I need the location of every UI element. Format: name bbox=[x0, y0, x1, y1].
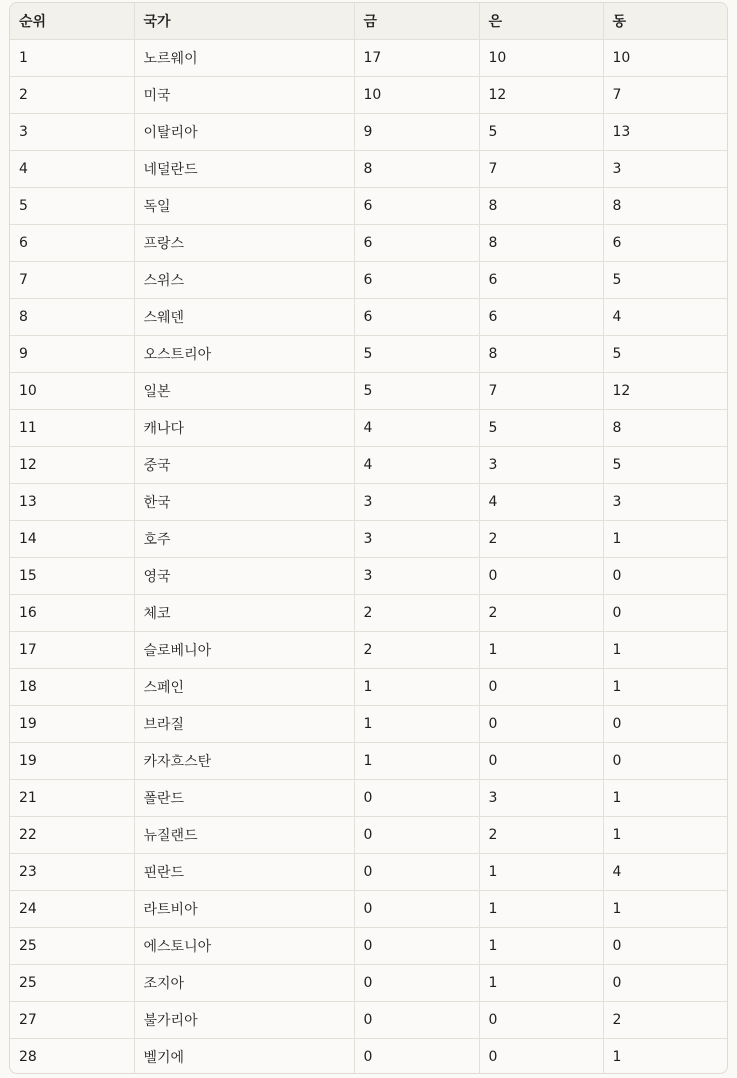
cell-gold: 10 bbox=[354, 76, 479, 113]
table-row bbox=[10, 816, 728, 853]
cell-country: 에스토니아 bbox=[134, 927, 354, 964]
cell-bronze: 4 bbox=[603, 853, 728, 890]
cell-bronze: 1 bbox=[603, 520, 728, 557]
cell-bronze: 1 bbox=[603, 668, 728, 705]
cell-gold: 5 bbox=[354, 372, 479, 409]
cell-gold: 4 bbox=[354, 409, 479, 446]
cell-country: 스페인 bbox=[134, 668, 354, 705]
cell-bronze: 8 bbox=[603, 187, 728, 224]
cell-country: 프랑스 bbox=[134, 224, 354, 261]
table-row bbox=[10, 372, 728, 409]
cell-country: 슬로베니아 bbox=[134, 631, 354, 668]
header-country: 국가 bbox=[134, 3, 354, 39]
cell-rank: 9 bbox=[10, 335, 134, 372]
cell-bronze: 0 bbox=[603, 557, 728, 594]
table-row bbox=[10, 76, 728, 113]
cell-silver: 1 bbox=[479, 890, 603, 927]
cell-country: 브라질 bbox=[134, 705, 354, 742]
cell-silver: 0 bbox=[479, 1001, 603, 1038]
cell-rank: 17 bbox=[10, 631, 134, 668]
cell-rank: 25 bbox=[10, 927, 134, 964]
cell-country: 체코 bbox=[134, 594, 354, 631]
cell-rank: 1 bbox=[10, 39, 134, 76]
cell-country: 미국 bbox=[134, 76, 354, 113]
cell-rank: 14 bbox=[10, 520, 134, 557]
cell-country: 중국 bbox=[134, 446, 354, 483]
cell-country: 네덜란드 bbox=[134, 150, 354, 187]
cell-bronze: 7 bbox=[603, 76, 728, 113]
cell-gold: 9 bbox=[354, 113, 479, 150]
cell-country: 영국 bbox=[134, 557, 354, 594]
cell-country: 한국 bbox=[134, 483, 354, 520]
table-row bbox=[10, 964, 728, 1001]
cell-silver: 6 bbox=[479, 298, 603, 335]
cell-bronze: 1 bbox=[603, 816, 728, 853]
cell-silver: 4 bbox=[479, 483, 603, 520]
cell-gold: 3 bbox=[354, 557, 479, 594]
cell-silver: 7 bbox=[479, 150, 603, 187]
cell-gold: 0 bbox=[354, 1038, 479, 1074]
table-row bbox=[10, 446, 728, 483]
cell-bronze: 3 bbox=[603, 150, 728, 187]
cell-gold: 0 bbox=[354, 890, 479, 927]
header-row bbox=[10, 3, 728, 39]
cell-country: 호주 bbox=[134, 520, 354, 557]
cell-rank: 5 bbox=[10, 187, 134, 224]
cell-rank: 22 bbox=[10, 816, 134, 853]
cell-bronze: 8 bbox=[603, 409, 728, 446]
cell-country: 스위스 bbox=[134, 261, 354, 298]
cell-gold: 8 bbox=[354, 150, 479, 187]
cell-silver: 8 bbox=[479, 224, 603, 261]
cell-silver: 1 bbox=[479, 964, 603, 1001]
cell-gold: 4 bbox=[354, 446, 479, 483]
cell-gold: 6 bbox=[354, 187, 479, 224]
table-row bbox=[10, 927, 728, 964]
cell-bronze: 3 bbox=[603, 483, 728, 520]
cell-bronze: 5 bbox=[603, 261, 728, 298]
cell-bronze: 4 bbox=[603, 298, 728, 335]
cell-silver: 0 bbox=[479, 1038, 603, 1074]
cell-silver: 7 bbox=[479, 372, 603, 409]
cell-gold: 0 bbox=[354, 853, 479, 890]
cell-country: 오스트리아 bbox=[134, 335, 354, 372]
cell-country: 일본 bbox=[134, 372, 354, 409]
cell-bronze: 0 bbox=[603, 964, 728, 1001]
cell-silver: 3 bbox=[479, 779, 603, 816]
table-row bbox=[10, 853, 728, 890]
cell-silver: 2 bbox=[479, 594, 603, 631]
cell-rank: 10 bbox=[10, 372, 134, 409]
cell-gold: 1 bbox=[354, 668, 479, 705]
cell-country: 뉴질랜드 bbox=[134, 816, 354, 853]
cell-rank: 15 bbox=[10, 557, 134, 594]
cell-rank: 3 bbox=[10, 113, 134, 150]
medal-table-container bbox=[9, 2, 728, 1074]
cell-gold: 0 bbox=[354, 816, 479, 853]
cell-gold: 5 bbox=[354, 335, 479, 372]
cell-rank: 24 bbox=[10, 890, 134, 927]
table-row bbox=[10, 39, 728, 76]
cell-rank: 16 bbox=[10, 594, 134, 631]
cell-bronze: 5 bbox=[603, 335, 728, 372]
cell-silver: 1 bbox=[479, 927, 603, 964]
cell-rank: 8 bbox=[10, 298, 134, 335]
cell-gold: 2 bbox=[354, 594, 479, 631]
cell-bronze: 0 bbox=[603, 927, 728, 964]
cell-silver: 1 bbox=[479, 631, 603, 668]
header-rank: 순위 bbox=[10, 3, 134, 39]
table-row bbox=[10, 742, 728, 779]
table-row bbox=[10, 187, 728, 224]
cell-rank: 4 bbox=[10, 150, 134, 187]
cell-rank: 28 bbox=[10, 1038, 134, 1074]
cell-rank: 23 bbox=[10, 853, 134, 890]
cell-silver: 5 bbox=[479, 409, 603, 446]
cell-bronze: 13 bbox=[603, 113, 728, 150]
cell-silver: 8 bbox=[479, 187, 603, 224]
table-row bbox=[10, 113, 728, 150]
cell-country: 불가리아 bbox=[134, 1001, 354, 1038]
cell-bronze: 1 bbox=[603, 631, 728, 668]
cell-gold: 0 bbox=[354, 964, 479, 1001]
cell-country: 이탈리아 bbox=[134, 113, 354, 150]
cell-country: 스웨덴 bbox=[134, 298, 354, 335]
cell-bronze: 10 bbox=[603, 39, 728, 76]
header-gold: 금 bbox=[354, 3, 479, 39]
cell-country: 폴란드 bbox=[134, 779, 354, 816]
table-row bbox=[10, 594, 728, 631]
header-silver: 은 bbox=[479, 3, 603, 39]
cell-rank: 6 bbox=[10, 224, 134, 261]
cell-bronze: 2 bbox=[603, 1001, 728, 1038]
cell-rank: 19 bbox=[10, 742, 134, 779]
table-row bbox=[10, 335, 728, 372]
cell-gold: 0 bbox=[354, 927, 479, 964]
cell-gold: 6 bbox=[354, 298, 479, 335]
cell-bronze: 12 bbox=[603, 372, 728, 409]
cell-country: 조지아 bbox=[134, 964, 354, 1001]
table-body bbox=[10, 39, 728, 1074]
cell-country: 카자흐스탄 bbox=[134, 742, 354, 779]
cell-rank: 19 bbox=[10, 705, 134, 742]
table-header bbox=[10, 3, 728, 39]
cell-country: 캐나다 bbox=[134, 409, 354, 446]
cell-silver: 0 bbox=[479, 742, 603, 779]
cell-silver: 0 bbox=[479, 668, 603, 705]
cell-country: 벨기에 bbox=[134, 1038, 354, 1074]
table-row bbox=[10, 483, 728, 520]
cell-gold: 6 bbox=[354, 261, 479, 298]
cell-country: 라트비아 bbox=[134, 890, 354, 927]
table-row bbox=[10, 150, 728, 187]
cell-silver: 5 bbox=[479, 113, 603, 150]
medal-table bbox=[10, 3, 728, 1074]
cell-gold: 0 bbox=[354, 1001, 479, 1038]
cell-gold: 6 bbox=[354, 224, 479, 261]
cell-silver: 12 bbox=[479, 76, 603, 113]
cell-gold: 1 bbox=[354, 705, 479, 742]
cell-silver: 0 bbox=[479, 557, 603, 594]
cell-rank: 2 bbox=[10, 76, 134, 113]
cell-country: 독일 bbox=[134, 187, 354, 224]
cell-silver: 0 bbox=[479, 705, 603, 742]
cell-silver: 6 bbox=[479, 261, 603, 298]
cell-gold: 3 bbox=[354, 483, 479, 520]
cell-bronze: 6 bbox=[603, 224, 728, 261]
cell-silver: 2 bbox=[479, 520, 603, 557]
table-row bbox=[10, 520, 728, 557]
cell-bronze: 1 bbox=[603, 890, 728, 927]
table-row bbox=[10, 668, 728, 705]
cell-bronze: 0 bbox=[603, 705, 728, 742]
table-row bbox=[10, 705, 728, 742]
cell-bronze: 0 bbox=[603, 742, 728, 779]
cell-rank: 7 bbox=[10, 261, 134, 298]
table-row bbox=[10, 409, 728, 446]
table-row bbox=[10, 631, 728, 668]
cell-gold: 1 bbox=[354, 742, 479, 779]
cell-gold: 0 bbox=[354, 779, 479, 816]
cell-silver: 10 bbox=[479, 39, 603, 76]
cell-gold: 3 bbox=[354, 520, 479, 557]
cell-rank: 21 bbox=[10, 779, 134, 816]
cell-bronze: 1 bbox=[612, 1048, 622, 1065]
table-row bbox=[10, 261, 728, 298]
cell-bronze: 1 bbox=[603, 779, 728, 816]
cell-rank: 27 bbox=[10, 1001, 134, 1038]
table-row bbox=[10, 298, 728, 335]
table-row bbox=[10, 779, 728, 816]
cell-country: 노르웨이 bbox=[134, 39, 354, 76]
cell-silver: 2 bbox=[479, 816, 603, 853]
cell-silver: 3 bbox=[479, 446, 603, 483]
cell-rank: 13 bbox=[10, 483, 134, 520]
header-bronze: 동 bbox=[603, 3, 728, 39]
table-row bbox=[10, 557, 728, 594]
cell-silver: 1 bbox=[479, 853, 603, 890]
table-row bbox=[10, 890, 728, 927]
cell-rank: 11 bbox=[10, 409, 134, 446]
cell-rank: 12 bbox=[10, 446, 134, 483]
cell-rank: 25 bbox=[10, 964, 134, 1001]
cell-bronze: 5 bbox=[603, 446, 728, 483]
cell-rank: 18 bbox=[10, 668, 134, 705]
cell-country: 핀란드 bbox=[134, 853, 354, 890]
cell-gold: 2 bbox=[354, 631, 479, 668]
table-row bbox=[10, 224, 728, 261]
cell-silver: 8 bbox=[479, 335, 603, 372]
table-row bbox=[10, 1038, 728, 1074]
cell-bronze: 0 bbox=[603, 594, 728, 631]
table-row bbox=[10, 1001, 728, 1038]
cell-gold: 17 bbox=[354, 39, 479, 76]
